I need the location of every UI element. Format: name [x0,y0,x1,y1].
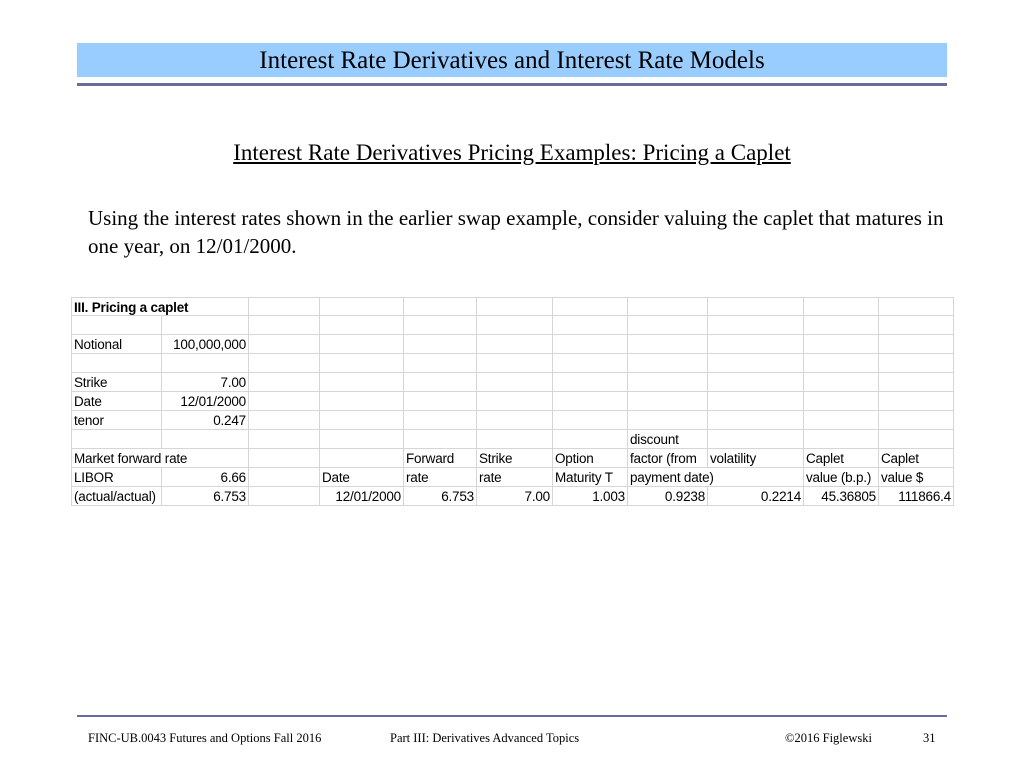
sheet-row [71,354,954,373]
header-forward-rate: rate [404,468,477,487]
date-value: 12/01/2000 [162,392,249,411]
sheet-cell [477,316,553,335]
date-label: Date [71,392,162,411]
sheet-cell [804,430,879,449]
sheet-cell [553,335,628,354]
sheet-cell [320,430,404,449]
sheet-cell [249,373,320,392]
notional-label: Notional [71,335,162,354]
sheet-cell [320,316,404,335]
sheet-cell [628,411,708,430]
sheet-cell [628,297,708,316]
sheet-cell [708,392,804,411]
sheet-cell [320,335,404,354]
discount-factor-value: 0.9238 [628,487,708,506]
sheet-cell [553,316,628,335]
sheet-cell [477,430,553,449]
sheet-cell [628,354,708,373]
sheet-cell [804,373,879,392]
forward-rate-value: 6.753 [404,487,477,506]
market-rate-value: 6.753 [162,487,249,506]
caplet-usd-value: 111866.4 [879,487,954,506]
footer-copyright: ©2016 Figlewski [785,731,872,745]
footer-course: FINC-UB.0043 Futures and Options Fall 2016 [88,731,322,745]
sheet-cell [477,297,553,316]
strike-rate-value: 7.00 [477,487,553,506]
sheet-cell [879,297,954,316]
header-caplet-usd: Caplet [879,449,954,468]
sheet-cell [553,297,628,316]
sheet-cell [879,316,954,335]
sheet-row [71,392,954,411]
sheet-cell [804,354,879,373]
sheet-cell [879,373,954,392]
sheet-row [71,487,954,506]
sheet-cell [879,354,954,373]
sheet-cell [708,316,804,335]
tenor-value: 0.247 [162,411,249,430]
sheet-cell [708,335,804,354]
sheet-cell [71,316,162,335]
sheet-cell [477,373,553,392]
section-title: III. Pricing a caplet [71,297,162,316]
day-count-label: (actual/actual) [71,487,162,506]
footer-divider [77,715,947,717]
libor-label: LIBOR [71,468,162,487]
sheet-row [71,297,954,316]
sheet-cell [553,373,628,392]
sheet-cell [320,373,404,392]
volatility-value: 0.2214 [708,487,804,506]
sheet-cell [249,430,320,449]
sheet-row [71,468,954,487]
sheet-cell [71,354,162,373]
sheet-cell [708,411,804,430]
sheet-cell [404,297,477,316]
sheet-cell [162,354,249,373]
sheet-cell [249,335,320,354]
sheet-cell [249,411,320,430]
sheet-cell [477,354,553,373]
sheet-cell [628,392,708,411]
sheet-cell [404,411,477,430]
header-factor: factor (from [628,449,708,468]
header-maturity: Maturity T [553,468,628,487]
sheet-cell [320,411,404,430]
sheet-cell [320,392,404,411]
maturity-value: 1.003 [553,487,628,506]
sheet-cell [249,297,320,316]
sheet-cell [249,487,320,506]
sheet-cell [628,316,708,335]
sheet-cell [477,335,553,354]
sheet-cell [249,392,320,411]
caplet-spreadsheet [71,297,954,506]
sheet-cell [477,411,553,430]
page-title: Interest Rate Derivatives and Interest Rate Models [259,46,765,74]
sheet-cell [708,297,804,316]
header-market-forward-rate: Market forward rate [71,449,162,468]
header-discount: discount [628,430,708,449]
sheet-cell [404,430,477,449]
slide-subtitle: Interest Rate Derivatives Pricing Examples: Pricing a Caplet [233,140,791,165]
sheet-cell [553,392,628,411]
sheet-cell [879,430,954,449]
header-strike-rate: rate [477,468,553,487]
sheet-row [71,316,954,335]
page-number: 31 [923,731,936,745]
sheet-cell [404,316,477,335]
sheet-cell [879,392,954,411]
sheet-cell [249,468,320,487]
date-cell: 12/01/2000 [320,487,404,506]
sheet-cell [320,297,404,316]
header-divider [77,83,947,86]
sheet-row [71,449,954,468]
footer-part: Part III: Derivatives Advanced Topics [390,731,580,745]
sheet-cell [628,373,708,392]
sheet-cell [320,449,404,468]
sheet-cell [404,335,477,354]
sheet-cell [477,392,553,411]
notional-value: 100,000,000 [162,335,249,354]
sheet-cell [404,354,477,373]
title-bar [77,43,947,77]
sheet-cell [708,373,804,392]
sheet-cell [162,430,249,449]
header-forward: Forward [404,449,477,468]
header-payment-date: payment date) [630,470,714,485]
sheet-cell [804,392,879,411]
sheet-cell [404,373,477,392]
sheet-row [71,430,954,449]
header-volatility: volatility [708,449,804,468]
caplet-bp-value: 45.36805 [804,487,879,506]
intro-paragraph: Using the interest rates shown in the earlier swap example, consider valuing the caplet that matures in one year, on 12/01/2000. [88,206,944,258]
sheet-cell [804,411,879,430]
sheet-cell [553,411,628,430]
sheet-cell [628,335,708,354]
strike-label: Strike [71,373,162,392]
sheet-row [71,411,954,430]
sheet-row [71,373,954,392]
sheet-cell [804,335,879,354]
strike-value: 7.00 [162,373,249,392]
sheet-cell [708,430,804,449]
sheet-cell [249,449,320,468]
sheet-cell [249,354,320,373]
header-strike: Strike [477,449,553,468]
header-value-usd: value $ [879,468,954,487]
sheet-cell [804,297,879,316]
sheet-cell [804,316,879,335]
sheet-cell [320,354,404,373]
libor-value: 6.66 [162,468,249,487]
sheet-cell [879,335,954,354]
sheet-cell [404,392,477,411]
header-date: Date [320,468,404,487]
header-caplet-bp: Caplet [804,449,879,468]
tenor-label: tenor [71,411,162,430]
sheet-cell [553,354,628,373]
sheet-cell [879,411,954,430]
sheet-cell [71,430,162,449]
header-value-bp: value (b.p.) [804,468,879,487]
sheet-row [71,335,954,354]
sheet-cell [553,430,628,449]
header-option: Option [553,449,628,468]
sheet-cell [249,316,320,335]
sheet-cell [708,468,804,487]
sheet-cell [708,354,804,373]
sheet-cell [162,316,249,335]
